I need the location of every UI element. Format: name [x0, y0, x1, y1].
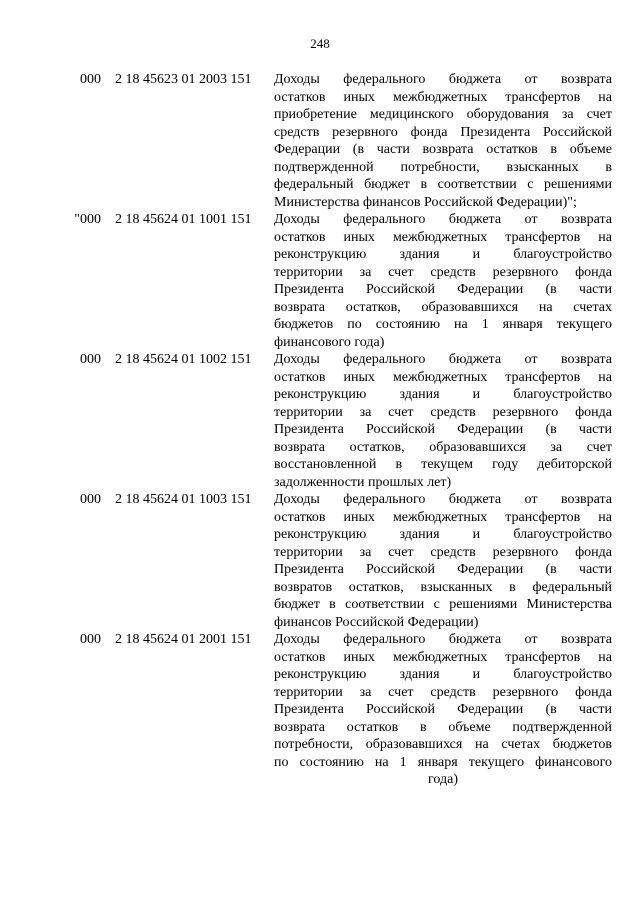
- description-line: возврата остатков, образовавшихся на счетах: [274, 299, 612, 315]
- description-line: Доходы федерального бюджета от возврата: [274, 212, 612, 227]
- table-row: [0, 71, 640, 211]
- description-line: задолженности прошлых лет): [274, 474, 452, 490]
- description-line: Президента Российской Федерации (в части: [274, 282, 612, 297]
- budget-classification-code: 2 18 45624 01 1001 151: [115, 212, 252, 227]
- admin-code: 000: [80, 492, 101, 507]
- description-line: остатков иных межбюджетных трансфертов на: [274, 649, 612, 665]
- description-line: финансового года): [274, 334, 385, 350]
- description-line: бюджетов по состоянию на 1 января текущего: [274, 317, 612, 332]
- description-line: восстановленной в текущем году дебиторской: [274, 457, 612, 472]
- description-line: возвратов остатков, взысканных в федеральный: [274, 579, 612, 595]
- description-line: Доходы федерального бюджета от возврата: [274, 492, 612, 507]
- description-line: реконструкцию здания и благоустройство: [274, 667, 612, 682]
- description-line: территории за счет средств резервного фонда: [274, 264, 612, 280]
- budget-classification-code: 2 18 45624 01 2001 151: [115, 632, 252, 647]
- description-line: бюджет в соответствии с решениями Министерства: [274, 597, 612, 612]
- description-line: средств резервного фонда Президента Российской: [274, 124, 612, 140]
- description-line: территории за счет средств резервного фонда: [274, 404, 612, 420]
- description-line: Президента Российской Федерации (в части: [274, 562, 612, 577]
- description-line: финансов Российской Федерации): [274, 614, 479, 630]
- revenue-description: [274, 491, 612, 631]
- revenue-description: [274, 631, 612, 789]
- description-line: остатков иных межбюджетных трансфертов на: [274, 369, 612, 385]
- description-line: Федерации (в части возврата остатков в объеме: [274, 142, 612, 157]
- description-line: федеральный бюджет в соответствии с решениями: [274, 177, 612, 192]
- description-line: Министерства финансов Российской Федерации)";: [274, 194, 577, 210]
- description-line: остатков иных межбюджетных трансфертов на: [274, 509, 612, 525]
- description-line: Доходы федерального бюджета от возврата: [274, 72, 612, 87]
- revenue-description: [274, 71, 612, 211]
- table-row: [0, 351, 640, 491]
- description-line: возврата остатков в объеме подтвержденной: [274, 719, 612, 735]
- description-line: по состоянию на 1 января текущего финансового: [274, 754, 612, 770]
- table-row: [0, 631, 640, 789]
- revenue-description: [274, 211, 612, 351]
- description-line: приобретение медицинского оборудования за счет: [274, 107, 612, 122]
- admin-code: 000: [80, 632, 101, 647]
- description-line: остатков иных межбюджетных трансфертов на: [274, 89, 612, 105]
- admin-code: 000: [80, 72, 101, 87]
- description-line: потребности, образовавшихся на счетах бюджетов: [274, 737, 612, 752]
- table-row: [0, 211, 640, 351]
- description-line: остатков иных межбюджетных трансфертов на: [274, 229, 612, 245]
- description-line: Доходы федерального бюджета от возврата: [274, 632, 612, 647]
- budget-classification-code: 2 18 45624 01 1003 151: [115, 492, 252, 507]
- description-line: возврата остатков, образовавшихся за счет: [274, 439, 612, 455]
- description-line: реконструкцию здания и благоустройство: [274, 247, 612, 262]
- page-number: 248: [310, 36, 330, 51]
- revenue-description: [274, 351, 612, 491]
- description-line: территории за счет средств резервного фонда: [274, 544, 612, 560]
- description-line: Доходы федерального бюджета от возврата: [274, 352, 612, 367]
- description-line: реконструкцию здания и благоустройство: [274, 387, 612, 402]
- description-line: года): [428, 772, 458, 787]
- description-line: Президента Российской Федерации (в части: [274, 702, 612, 717]
- budget-classification-code: 2 18 45623 01 2003 151: [115, 72, 252, 87]
- description-line: подтвержденной потребности, взысканных в: [274, 159, 612, 175]
- admin-code: "000: [74, 212, 101, 227]
- admin-code: 000: [80, 352, 101, 367]
- revenue-classification-table: [0, 71, 640, 789]
- budget-classification-code: 2 18 45624 01 1002 151: [115, 352, 252, 367]
- description-line: реконструкцию здания и благоустройство: [274, 527, 612, 542]
- description-line: территории за счет средств резервного фонда: [274, 684, 612, 700]
- table-row: [0, 491, 640, 631]
- description-line: Президента Российской Федерации (в части: [274, 422, 612, 437]
